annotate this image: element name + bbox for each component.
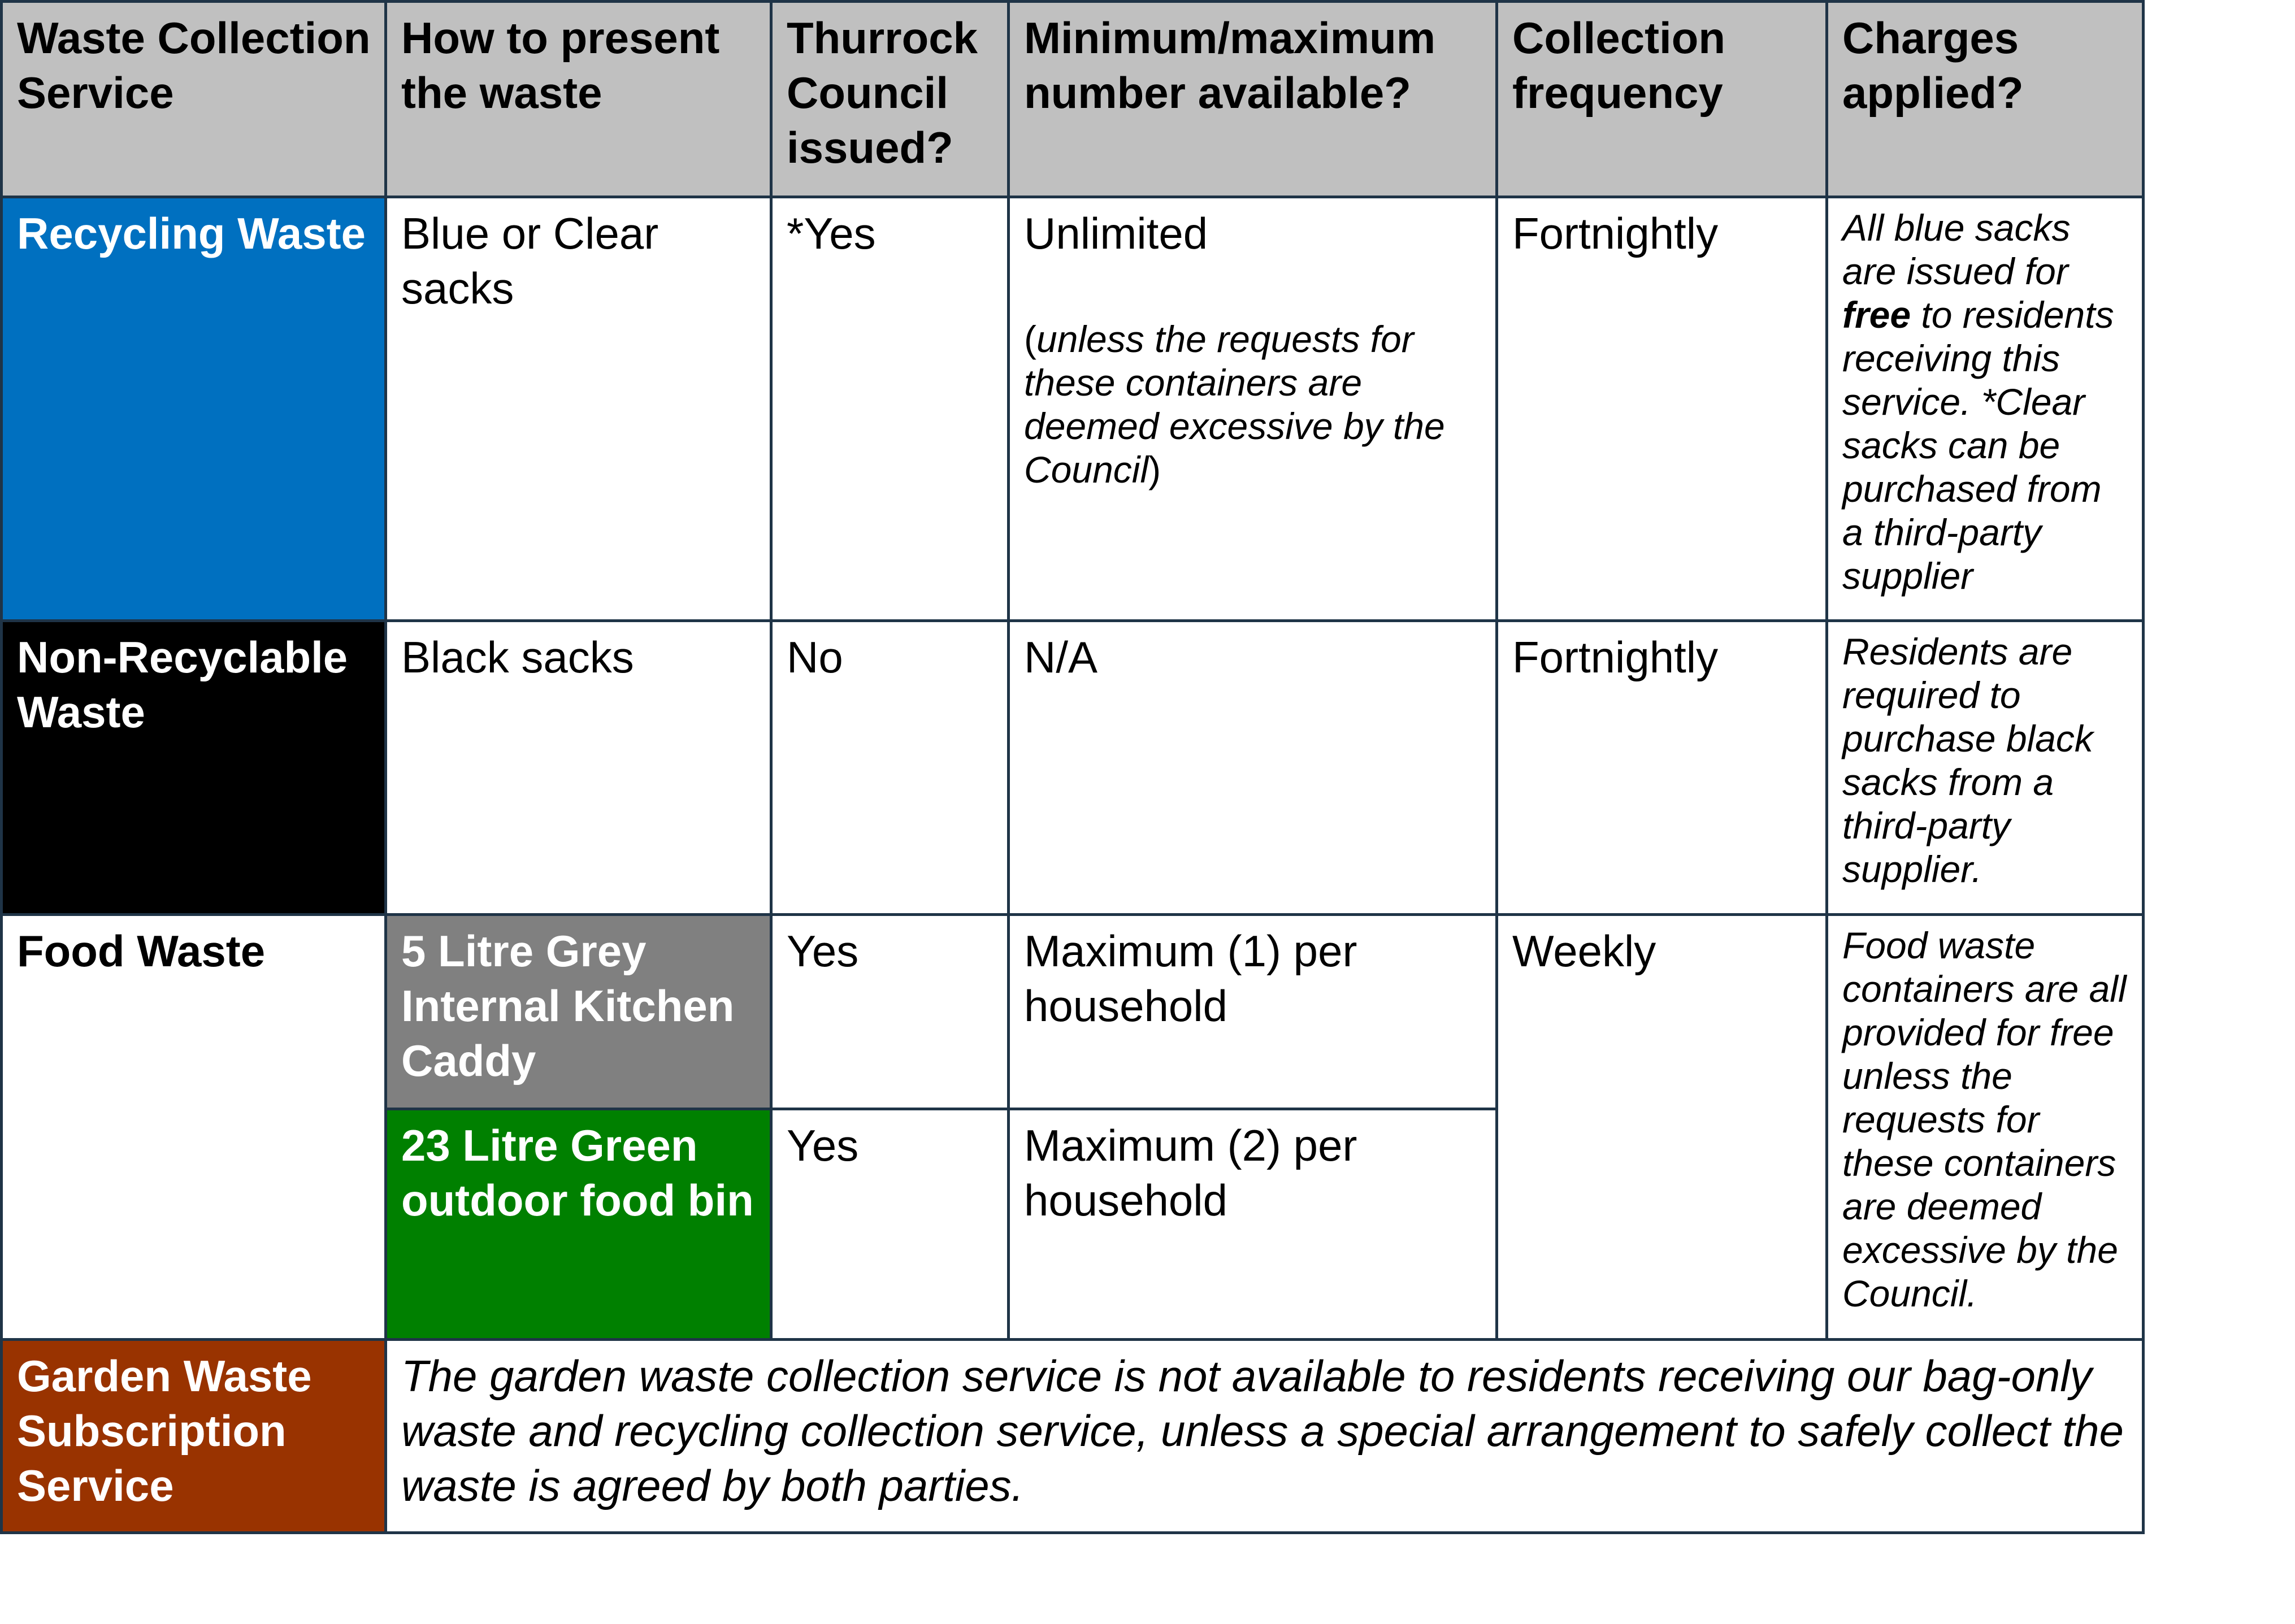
- charges-text-end: to residents receiving this service. *Clear sacks can be purchased from a third-party supplier: [1842, 294, 2114, 597]
- garden-service: Garden Waste Subscription Service: [2, 1340, 386, 1533]
- food-outdoor-minmax: Maximum (2) per household: [1009, 1109, 1497, 1340]
- recycling-charges: [1827, 197, 2144, 621]
- non-recyclable-issued: No: [771, 621, 1009, 915]
- recycling-present: Blue or Clear sacks: [386, 197, 771, 621]
- garden-note: The garden waste collection service is not available to residents receiving our bag-only waste and recycling collection service, unless a special arrangement to safely collect the waste is agreed by both parties.: [386, 1340, 2144, 1533]
- recycling-issued: *Yes: [771, 197, 1009, 621]
- recycling-minmax-note: [1024, 318, 1484, 492]
- non-recyclable-present: Black sacks: [386, 621, 771, 915]
- food-caddy-row: [2, 915, 2144, 1109]
- charges-free: free: [1842, 294, 1911, 336]
- non-recyclable-row: [2, 621, 2144, 915]
- header-service: Waste Collection Service: [2, 2, 386, 197]
- garden-row: [2, 1340, 2144, 1533]
- food-charges: Food waste containers are all provided for free unless the requests for these containers are deemed excessive by the Council.: [1827, 915, 2144, 1340]
- food-caddy-issued: Yes: [771, 915, 1009, 1109]
- charges-text-start: All blue sacks are issued for: [1842, 207, 2071, 292]
- recycling-row: [2, 197, 2144, 621]
- food-frequency: Weekly: [1497, 915, 1827, 1340]
- food-service: Food Waste: [2, 915, 386, 1340]
- recycling-minmax-cell: [1009, 197, 1497, 621]
- header-charges: Charges applied?: [1827, 2, 2144, 197]
- non-recyclable-frequency: Fortnightly: [1497, 621, 1827, 915]
- header-minmax: Minimum/maximum number available?: [1009, 2, 1497, 197]
- food-caddy-minmax: Maximum (1) per household: [1009, 915, 1497, 1109]
- non-recyclable-service: Non-Recyclable Waste: [2, 621, 386, 915]
- header-row: [2, 2, 2144, 197]
- food-caddy-present: 5 Litre Grey Internal Kitchen Caddy: [386, 915, 771, 1109]
- food-outdoor-present: 23 Litre Green outdoor food bin: [386, 1109, 771, 1340]
- food-outdoor-issued: Yes: [771, 1109, 1009, 1340]
- recycling-frequency: Fortnightly: [1497, 197, 1827, 621]
- non-recyclable-charges: Residents are required to purchase black sacks from a third-party supplier.: [1827, 621, 2144, 915]
- recycling-minmax: Unlimited: [1024, 209, 1208, 258]
- note-close-paren: ): [1148, 449, 1161, 490]
- header-present: How to present the waste: [386, 2, 771, 197]
- header-issued: Thurrock Council issued?: [771, 2, 1009, 197]
- note-open-paren: (: [1024, 318, 1036, 360]
- non-recyclable-minmax: N/A: [1009, 621, 1497, 915]
- header-frequency: Collection frequency: [1497, 2, 1827, 197]
- recycling-service: Recycling Waste: [2, 197, 386, 621]
- note-text: unless the requests for these containers are deemed excessive by the Council: [1024, 318, 1445, 490]
